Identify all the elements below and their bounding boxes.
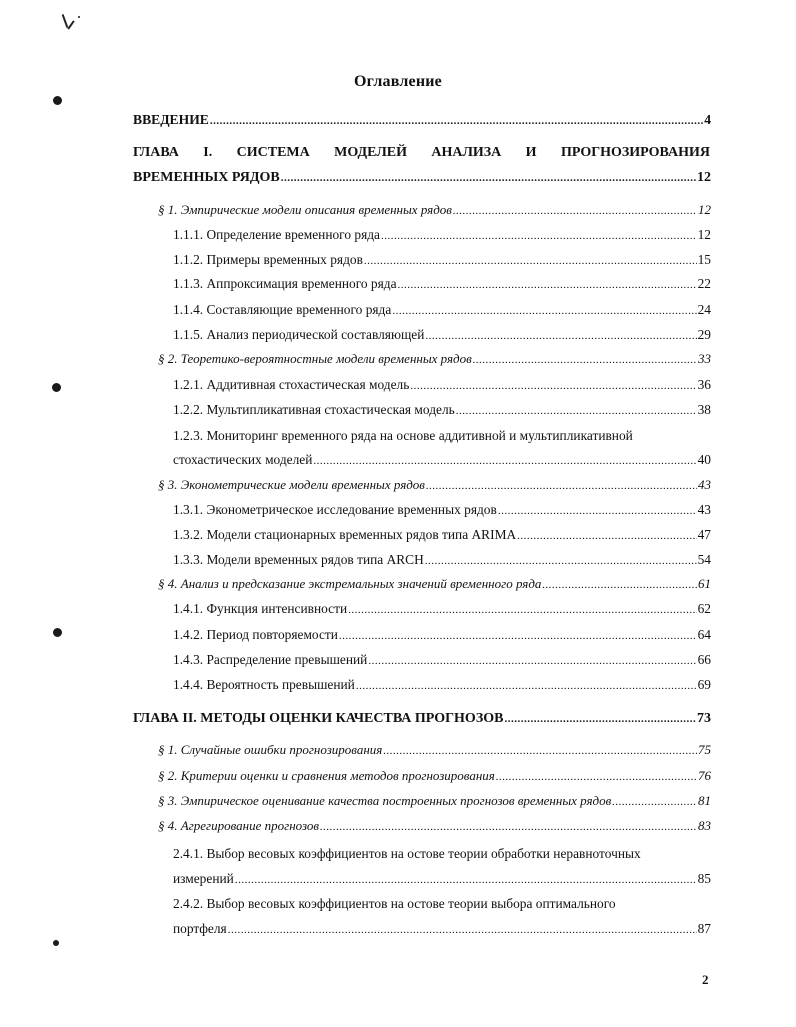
toc-page-number: 12 — [697, 170, 711, 185]
dot-leader — [313, 452, 696, 470]
dot-leader — [612, 793, 697, 811]
toc-entry-section-1-4[interactable] — [158, 575, 711, 594]
toc-page-number: 4 — [704, 112, 711, 127]
toc-entry-1-3-2[interactable] — [173, 526, 711, 545]
toc-entry-1-1-2[interactable] — [173, 251, 711, 270]
toc-entry-label: 1.1.2. Примеры временных рядов — [173, 252, 363, 267]
toc-entry-1-1-3[interactable] — [173, 275, 711, 294]
toc-entry-label: портфеля — [173, 921, 227, 936]
dot-leader — [281, 169, 696, 187]
toc-entry-label: § 2. Критерии оценки и сравнения методов прогнозирования — [158, 768, 495, 783]
toc-page-number: 36 — [697, 377, 711, 392]
dot-leader — [368, 652, 696, 670]
page-title: Оглавление — [354, 73, 442, 90]
toc-entry-label: 1.1.5. Анализ периодической составляющей — [173, 327, 425, 342]
toc-entry-label: 1.4.3. Распределение превышений — [173, 652, 368, 667]
toc-page-number: 40 — [697, 452, 711, 467]
dot-leader — [392, 302, 696, 320]
dot-leader — [498, 502, 697, 520]
toc-entry-1-2-3-title[interactable]: 1.2.3. Мониторинг временного ряда на основе аддитивной и мультипликативной — [173, 428, 633, 443]
toc-entry-label: § 4. Агрегирование прогнозов — [158, 818, 320, 833]
toc-entry-1-4-1[interactable] — [173, 600, 711, 619]
toc-entry-chapter-2[interactable] — [133, 710, 711, 728]
toc-entry-label: 1.3.1. Эконометрическое исследование временных рядов — [173, 502, 497, 517]
dot-leader — [542, 576, 697, 594]
toc-page-number: 85 — [697, 871, 711, 886]
toc-entry-chapter-1[interactable] — [133, 169, 711, 187]
toc-entry-label: 1.3.3. Модели временных рядов типа ARCH — [173, 552, 424, 567]
toc-page-number: 83 — [698, 818, 711, 833]
toc-entry-section-2-3[interactable] — [158, 792, 711, 811]
toc-page-number: 12 — [697, 227, 711, 242]
dot-leader — [348, 601, 696, 619]
dot-leader — [496, 768, 697, 786]
toc-entry-2-4-1[interactable] — [173, 870, 711, 889]
toc-page-number: 61 — [698, 576, 711, 591]
toc-page-number: 33 — [698, 351, 711, 366]
toc-page-number: 47 — [697, 527, 711, 542]
dot-leader — [410, 377, 696, 395]
dot-leader — [364, 252, 697, 270]
toc-entry-section-1-3[interactable] — [158, 476, 711, 495]
toc-entry-label: § 2. Теоретико-вероятностные модели временных рядов — [158, 351, 472, 366]
toc-entry-1-2-1[interactable] — [173, 376, 711, 395]
dot-leader — [381, 227, 697, 245]
dot-leader — [320, 818, 697, 836]
toc-entry-1-2-2[interactable] — [173, 401, 711, 420]
toc-entry-label: 1.2.1. Аддитивная стохастическая модель — [173, 377, 410, 392]
toc-entry-1-1-4[interactable] — [173, 301, 711, 320]
toc-entry-1-4-3[interactable] — [173, 651, 711, 670]
toc-page-number: 43 — [698, 477, 711, 492]
toc-entry-label: § 3. Эконометрические модели временных рядов — [158, 477, 425, 492]
dot-leader — [356, 677, 697, 695]
toc-page-number: 24 — [697, 302, 711, 317]
toc-entry-1-1-1[interactable] — [173, 226, 711, 245]
toc-entry-2-4-1-title[interactable]: 2.4.1. Выбор весовых коэффициентов на остове теории обработки неравноточных — [173, 846, 641, 861]
toc-entry-label: ВВЕДЕНИЕ — [133, 112, 209, 127]
dot-leader — [235, 871, 697, 889]
dot-leader — [504, 710, 696, 728]
dot-leader — [456, 402, 697, 420]
toc-page-number: 87 — [697, 921, 711, 936]
toc-entry-section-1-2[interactable] — [158, 350, 711, 369]
toc-entry-1-3-1[interactable] — [173, 501, 711, 520]
toc-entry-label: § 3. Эмпирическое оценивание качества построенных прогнозов временных рядов — [158, 793, 612, 808]
toc-entry-label: ГЛАВА II. МЕТОДЫ ОЦЕНКИ КАЧЕСТВА ПРОГНОЗОВ — [133, 711, 504, 726]
toc-page-number: 75 — [698, 742, 711, 757]
dot-leader — [517, 527, 696, 545]
toc-entry-label: 1.1.1. Определение временного ряда — [173, 227, 380, 242]
toc-entry-section-2-2[interactable] — [158, 767, 711, 786]
dot-leader — [425, 552, 697, 570]
toc-page-number: 43 — [697, 502, 711, 517]
toc-entry-label: 1.4.1. Функция интенсивности — [173, 601, 348, 616]
toc-page-number: 54 — [697, 552, 711, 567]
toc-entry-label: измерений — [173, 871, 234, 886]
toc-entry-label: § 4. Анализ и предсказание экстремальных значений временного ряда — [158, 576, 542, 591]
dot-leader — [398, 276, 697, 294]
toc-entry-1-4-4[interactable] — [173, 676, 711, 695]
toc-entry-1-4-2[interactable] — [173, 626, 711, 645]
toc-page-number: 69 — [697, 677, 711, 692]
dot-leader — [210, 112, 703, 130]
dot-leader — [383, 742, 697, 760]
toc-entry-label: 1.4.4. Вероятность превышений — [173, 677, 355, 692]
dot-leader — [426, 477, 697, 495]
toc-entry-label: 1.1.3. Аппроксимация временного ряда — [173, 276, 397, 291]
toc-entry-label: 1.2.2. Мультипликативная стохастическая модель — [173, 402, 455, 417]
toc-page-number: 66 — [697, 652, 711, 667]
toc-page-number: 81 — [698, 793, 711, 808]
toc-entry-introduction[interactable] — [133, 111, 711, 130]
toc-page-number: 62 — [697, 601, 711, 616]
toc-chapter-1-title[interactable]: ГЛАВА I. СИСТЕМА МОДЕЛЕЙ АНАЛИЗА И ПРОГНОЗИРОВАНИЯ — [133, 145, 710, 160]
dot-leader — [425, 327, 696, 345]
toc-entry-2-4-2[interactable] — [173, 920, 711, 939]
toc-entry-section-1-1[interactable] — [158, 201, 711, 220]
page-number: 2 — [702, 972, 709, 987]
toc-entry-2-4-2-title[interactable]: 2.4.2. Выбор весовых коэффициентов на остове теории выбора оптимального — [173, 896, 616, 911]
toc-entry-label: ВРЕМЕННЫХ РЯДОВ — [133, 170, 280, 185]
toc-entry-section-2-4[interactable] — [158, 817, 711, 836]
toc-page-number: 76 — [698, 768, 711, 783]
toc-entry-label: стохастических моделей — [173, 452, 313, 467]
toc-entry-label: 1.4.2. Период повторяемости — [173, 627, 338, 642]
toc-page-number: 22 — [697, 276, 711, 291]
toc-page-number: 29 — [697, 327, 711, 342]
dot-leader — [453, 202, 697, 220]
toc-page-number: 15 — [697, 252, 711, 267]
toc-entry-1-1-5[interactable] — [173, 326, 711, 345]
toc-entry-label: § 1. Случайные ошибки прогнозирования — [158, 742, 383, 757]
toc-entry-label: 1.1.4. Составляющие временного ряда — [173, 302, 392, 317]
toc-entry-label: 1.3.2. Модели стационарных временных рядов типа ARIMA — [173, 527, 517, 542]
dot-leader — [473, 351, 697, 369]
toc-entry-1-3-3[interactable] — [173, 551, 711, 570]
toc-entry-section-2-1[interactable] — [158, 741, 711, 760]
dot-leader — [339, 627, 697, 645]
toc-page-number: 73 — [697, 711, 711, 726]
toc-page-number: 12 — [698, 202, 711, 217]
toc-page-number: 64 — [697, 627, 711, 642]
dot-leader — [228, 921, 697, 939]
toc-entry-1-2-3[interactable] — [173, 451, 711, 470]
toc-page-number: 38 — [697, 402, 711, 417]
toc-entry-label: § 1. Эмпирические модели описания временных рядов — [158, 202, 452, 217]
